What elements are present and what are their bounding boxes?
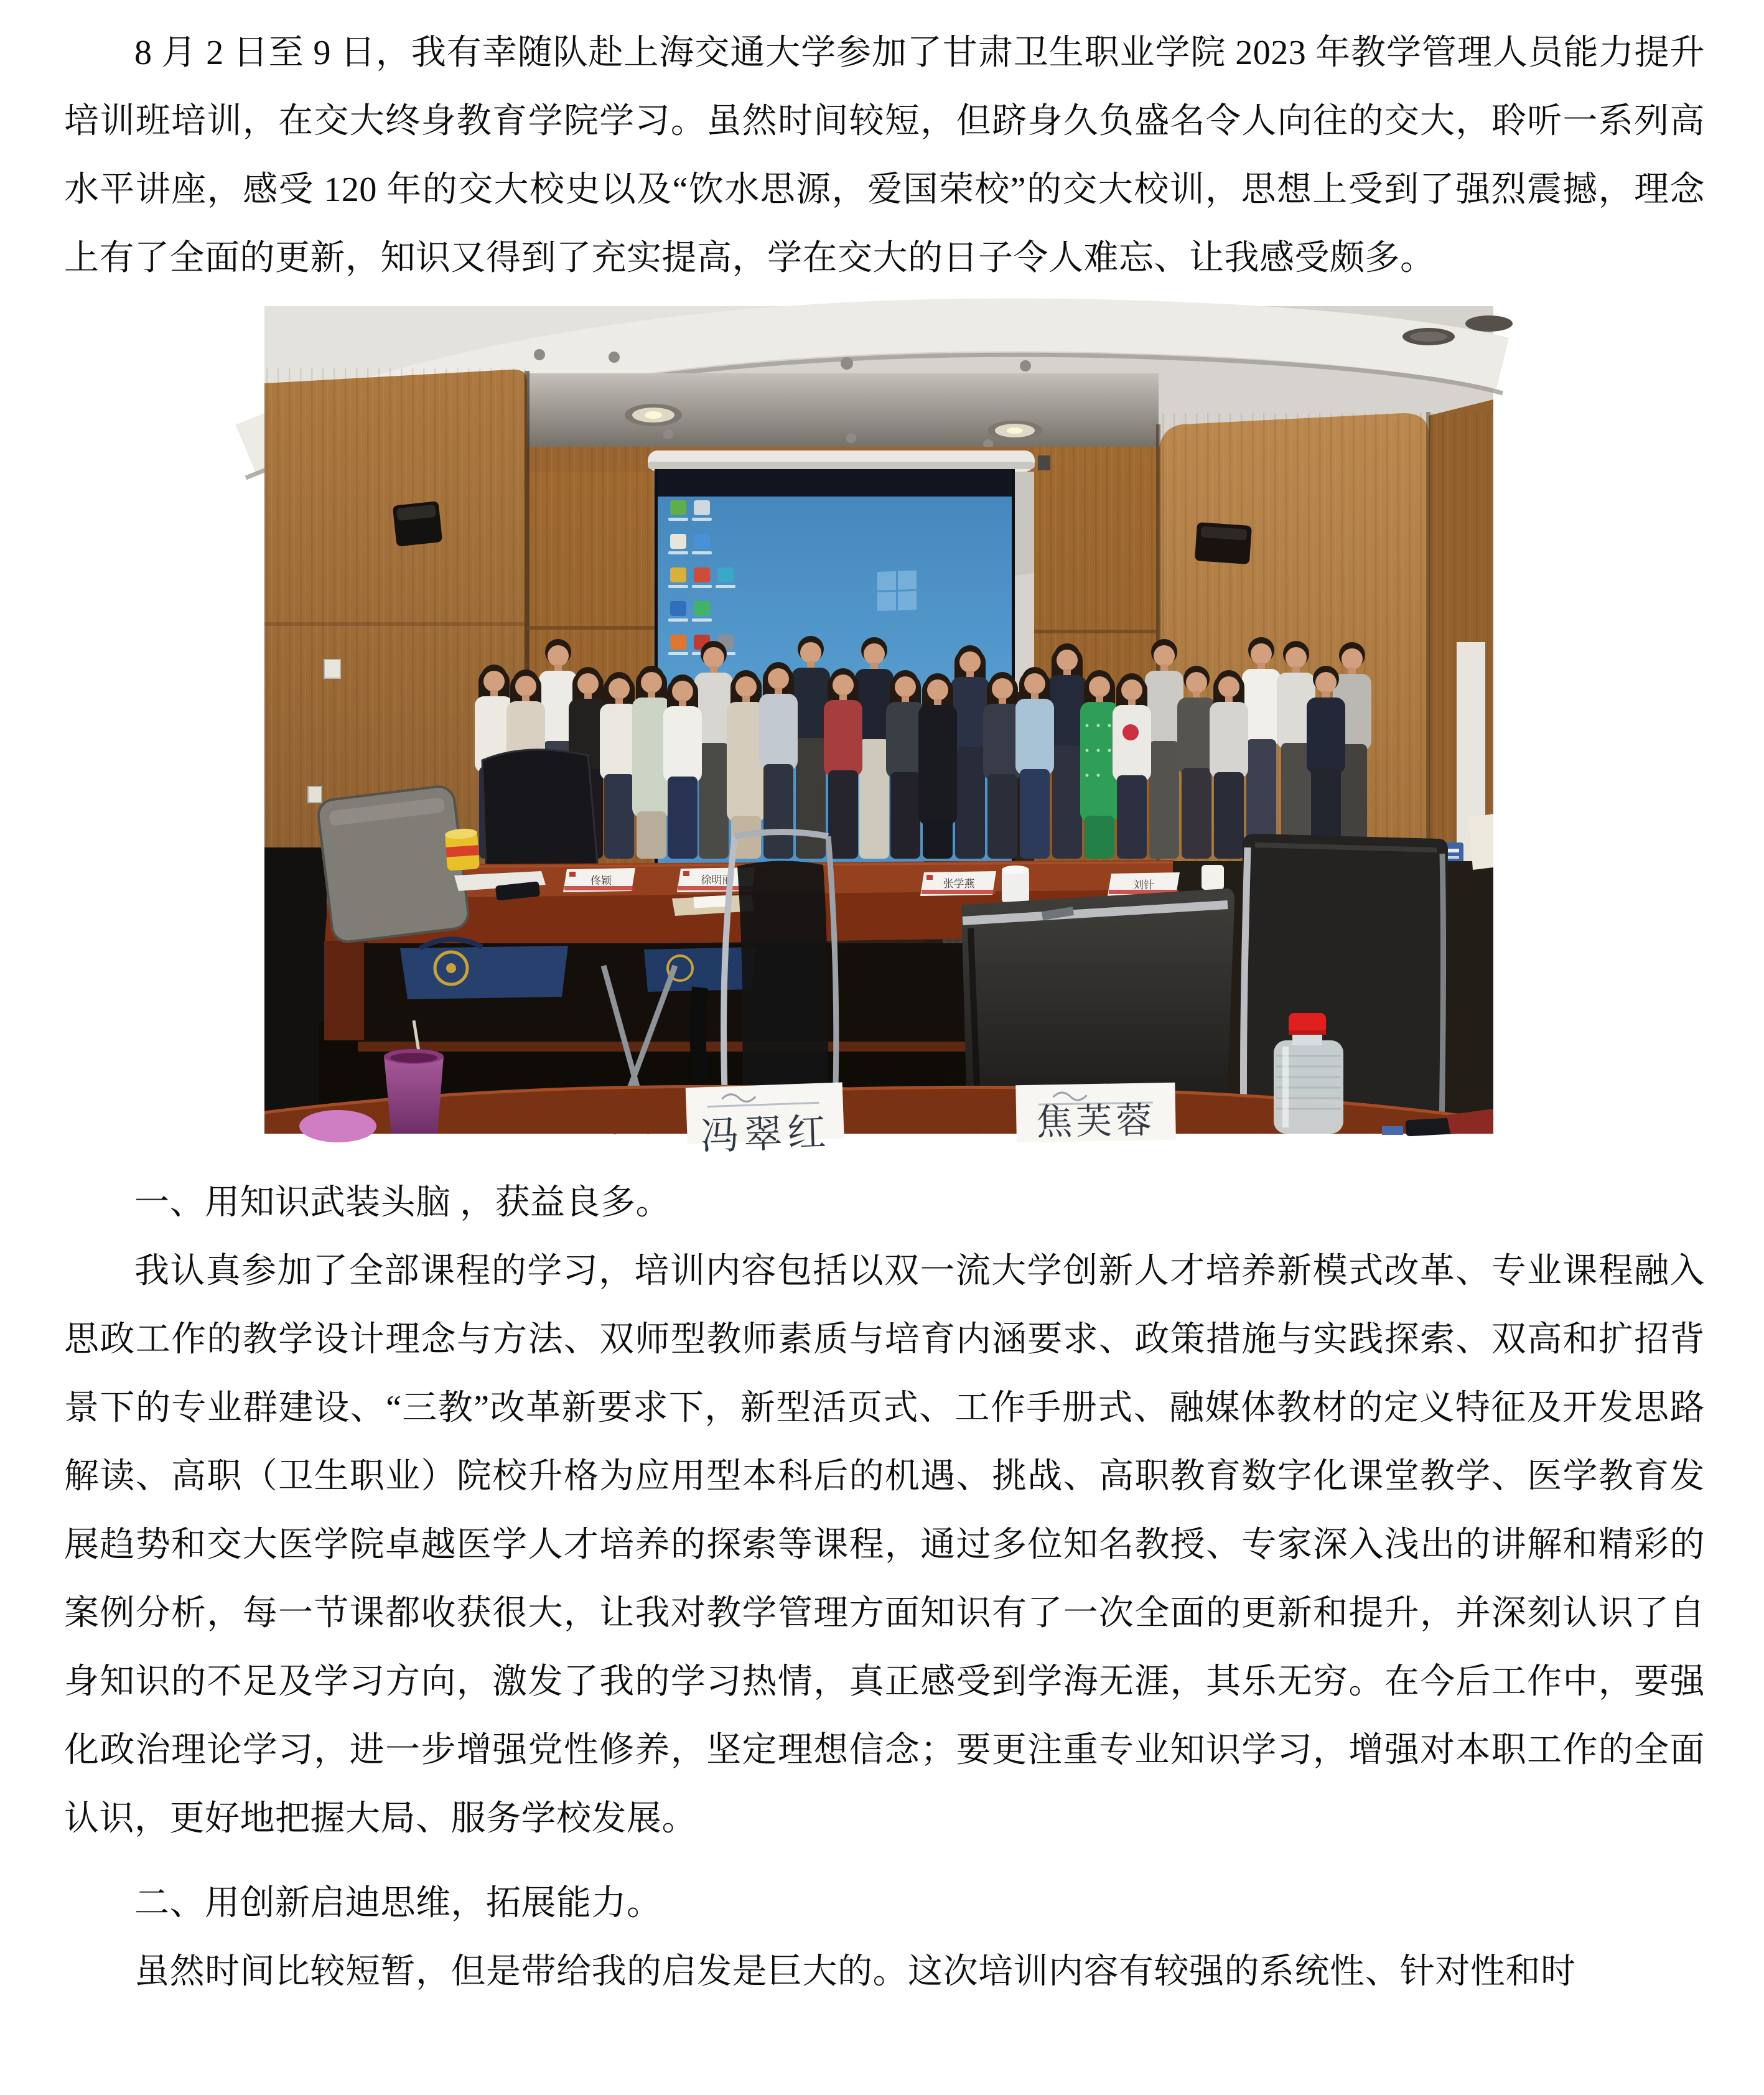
desktop-icon [670,534,686,549]
desktop-icon [670,601,686,616]
desktop-icon [670,635,686,650]
white-roll [1202,865,1224,890]
front-name-card-text: 冯翠红 [699,1111,832,1159]
heading-2: 二、用创新启迪思维，拓展能力。 [134,1884,662,1923]
name-card-3 [920,871,996,896]
group-photo [264,306,1493,1159]
person [663,674,702,859]
desktop-icon [670,567,686,582]
desktop-icon [694,601,710,616]
desktop-icon [670,500,686,515]
name-card-1 [563,868,635,892]
white-cup [1002,866,1029,903]
front-name-card-2 [1015,1083,1176,1143]
heading-1: 一、用知识武装头脑 ，获益良多。 [134,1183,671,1222]
front-name-card-text: 焦芙蓉 [1035,1100,1156,1143]
gray-chair-back [317,785,470,943]
name-card-text: 徐明丽 [701,874,733,886]
right-speaker [1195,522,1252,564]
left-speaker [393,501,442,546]
paragraph-3: 虽然时间比较短暂，但是带给我的启发是巨大的。这次培训内容有较强的系统性、针对性和时 [134,1953,1576,1991]
desktop-icon [694,567,710,582]
desktop-icon [717,567,734,582]
name-card-text: 佟颖 [590,875,612,887]
pink-object [299,1110,376,1142]
paragraph-2: 我认真参加了全部课程的学习，培训内容包括以双一流大学创新人才培养新模式改革、专业课程融入思政工作的教学设计理念与方法、双师型教师素质与培育内涵要求、政策措施与实践探索、双高和扩招背景下的专业群建设、“三教”改革新要求下，新型活页式、工作手册式、融媒体教材的定义特征及开发思路解读、高职（卫生职业）院校升格为应用型本科后的机遇、挑战、高职教育数字化课堂教学、医学教育发展趋势和交大医学院卓越医学人才培养的探索等课程，通过多位知名教授、专家深入浅出的讲解和精彩的案例分析，每一节课都收获很大，让我对教学管理方面知识有了一次全面的更新和提升，并深刻认识了自身知识的不足及学习方向，激发了我的学习热情，真正感受到学海无涯，其乐无穷。在今后工作中，要强化政治理论学习，进一步增强党性修养，坚定理想信念；要更注重专业知识学习，增强对本职工作的全面认识，更好地把握大局、服务学校发展。 [64,1252,1705,1838]
desktop-icon [694,534,710,549]
person [1015,667,1054,859]
wall-socket [308,786,322,803]
person [1210,670,1248,859]
name-card-text: 张学燕 [943,878,975,890]
papers-right [1469,814,1493,870]
desktop-icon [694,500,710,515]
tea-canister [445,828,480,870]
person [1113,673,1151,859]
name-card-text: 刘针 [1133,879,1154,891]
black-chair-back [482,750,598,877]
group-photo-svg [264,306,1493,1159]
person [824,668,862,859]
wall-socket [324,660,340,678]
office-chair-right [1240,834,1448,1134]
blue-bag [400,939,568,999]
blue-object [1382,1126,1403,1135]
blue-bag [644,947,756,992]
front-name-card-1 [686,1082,845,1159]
person [918,673,957,859]
paragraph-1: 8 月 2 日至 9 日，我有幸随队赴上海交通大学参加了甘肃卫生职业学院 2023 年教学管理人员能力提升培训班培训，在交大终身教育学院学习。虽然时间较短，但跻身久负盛名令人向往的交大，聆听一系列高水平讲座，感受 120 年的交大校史以及“饮水思源，爱国荣校”的交大校训，思想上受到了强烈震撼，理念上有了全面的更新，知识又得到了充实提高，学在交大的日子令人难忘、让我感受颇多。 [64,34,1705,278]
